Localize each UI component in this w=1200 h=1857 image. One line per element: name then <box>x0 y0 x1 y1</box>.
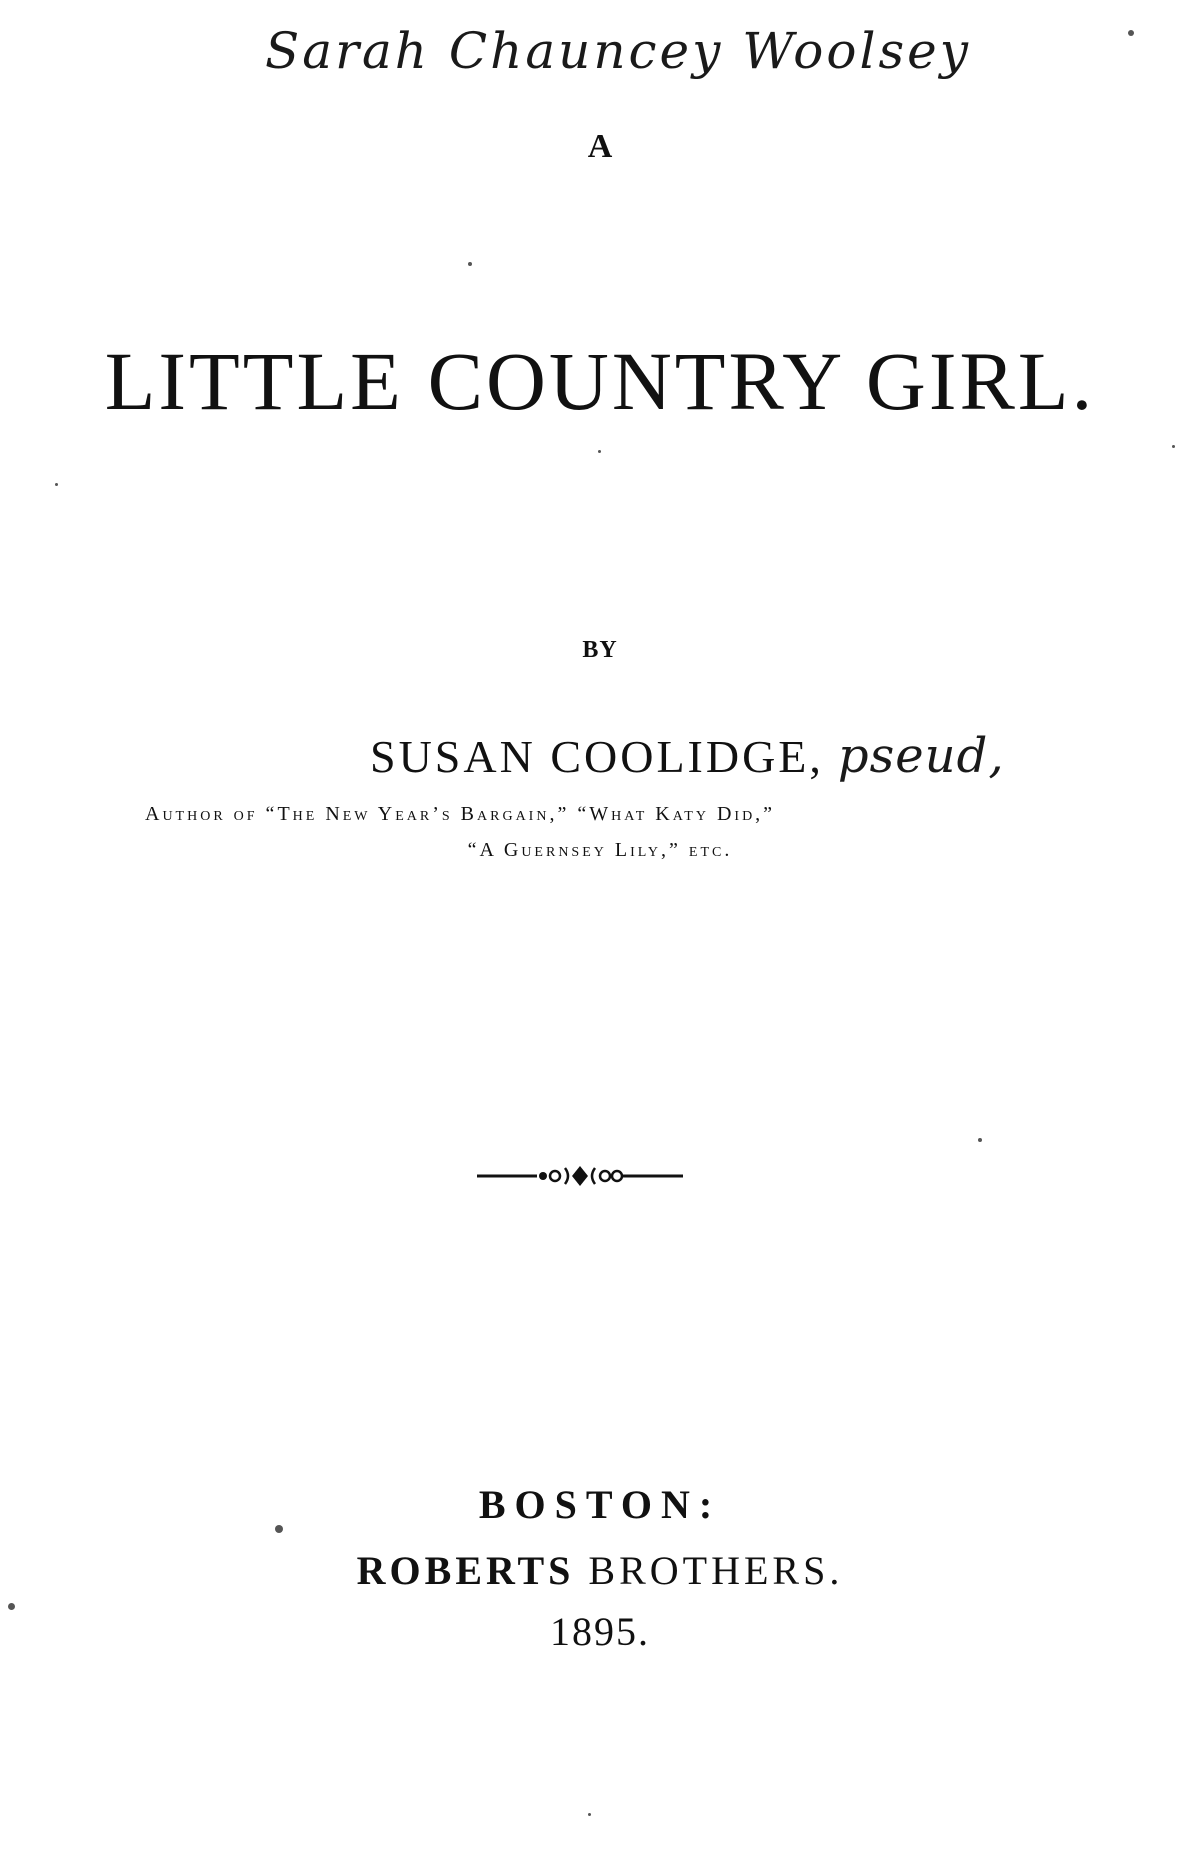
author-line <box>370 728 1005 784</box>
scan-speck <box>468 262 472 266</box>
ornament-divider-icon <box>475 1160 685 1192</box>
book-title: LITTLE COUNTRY GIRL. <box>104 335 1096 427</box>
scan-speck <box>588 1813 591 1816</box>
title-article: A <box>587 128 613 165</box>
handwritten-pseud-note: pseud, <box>837 728 1005 784</box>
scan-speck <box>8 1603 15 1610</box>
imprint-year: 1895. <box>550 1609 650 1654</box>
handwritten-signature: Sarah Chauncey Woolsey <box>265 22 971 80</box>
scan-speck <box>55 483 58 486</box>
scan-speck <box>598 450 601 453</box>
scan-speck <box>275 1525 283 1533</box>
byline-label: BY <box>582 637 618 663</box>
author-credits-line-1: Author of “The New Year’s Bargain,” “What Katy Did,” <box>145 803 776 825</box>
publisher-name-first: ROBERTS <box>356 1548 575 1593</box>
publisher-name-second: BROTHERS. <box>588 1548 844 1593</box>
imprint-publisher <box>0 1547 1200 1594</box>
imprint-city: BOSTON: <box>478 1482 722 1527</box>
scan-speck <box>1172 445 1175 448</box>
scan-speck <box>1128 30 1134 36</box>
author-name: SUSAN COOLIDGE, <box>370 731 824 782</box>
scan-speck <box>978 1138 982 1142</box>
author-credits-line-2: “A Guernsey Lily,” etc. <box>467 839 733 861</box>
